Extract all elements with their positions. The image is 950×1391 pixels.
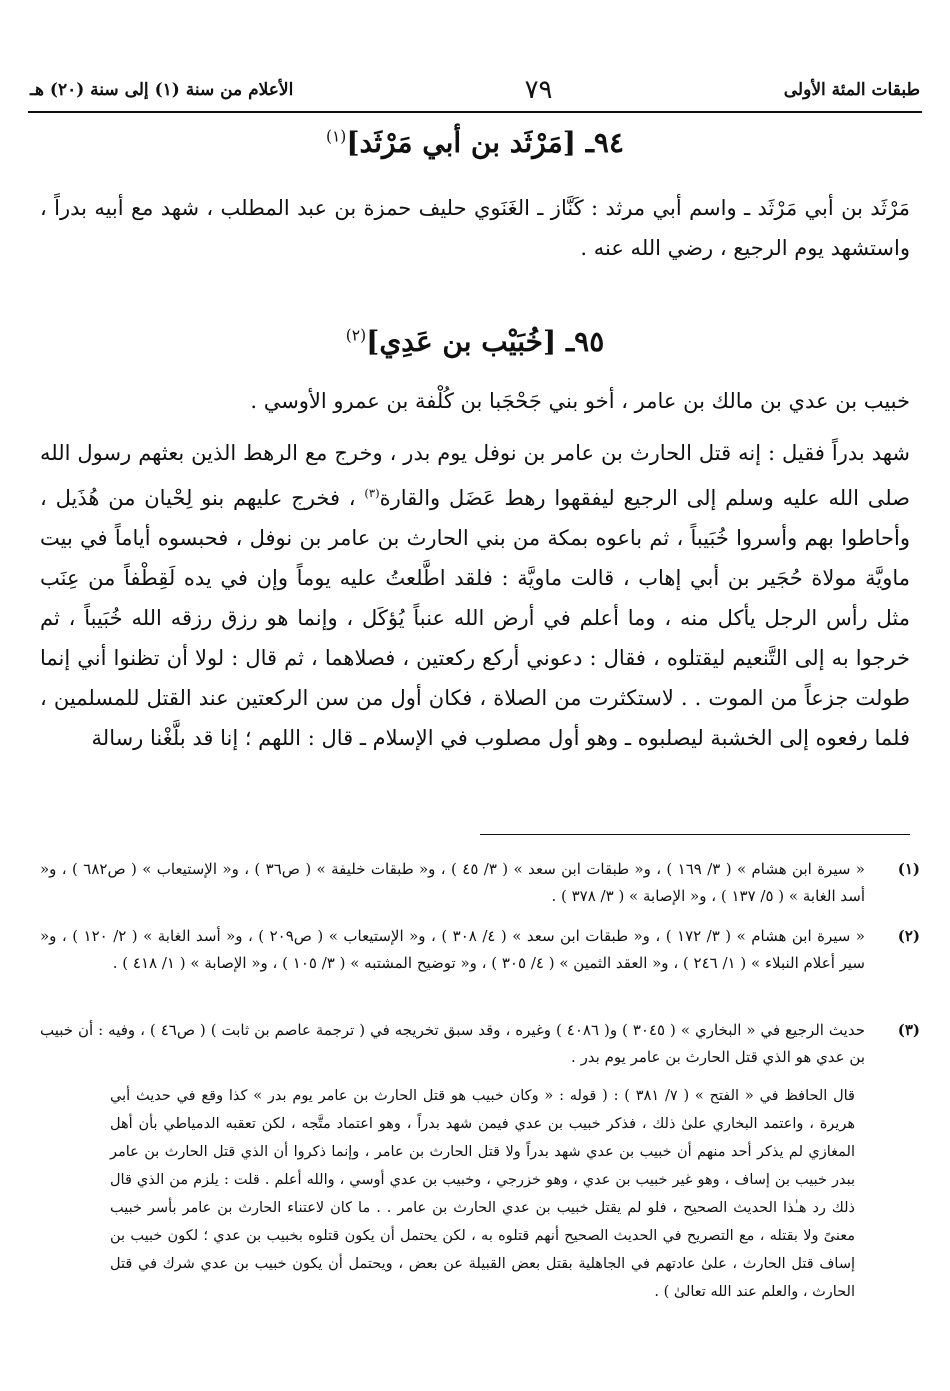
entry-95-paragraph-2: شهد بدراً فقيل : إنه قتل الحارث بن عامر بن نوفل يوم بدر ، وخرج مع الرهط الذين بعثهم رسول الله صلى الله عليه وسلم إلى الرجيع ليفقهوا رهط عَضَل والقارة$^{(٣)}$ ، فخرج عليهم بنو لِحْيان من هُذَيل ، وأحاطوا بهم وأسروا خُبَيباً ، ثم باعوه بمكة من بني الحارث بن عامر بن نوفل ، فحبسوه أياماً في بيت ماويَّة مولاة حُجَير بن أبي إهاب ، قالت ماويَّة : فلقد اطَّلعتُ عليه يوماً وإن في يده لَقِطْفاً من عِنَب مثل رأس الرجل يأكل منه ، وما أعلم في أرض الله عنباً يُؤكَل ، وإنما هو رزق رزقه الله خُبَيباً ، ثم خرجوا به إلى التَّنعيم ليقتلوه ، فقال : دعوني أركع ركعتين ، فصلاهما ، ثم قال : لولا أن تظنوا أني إنما طولت جزعاً من الموت . . لاستكثرت من الصلاة ، فكان أول من سن الركعتين عند القتل للمسلمين ، فلما رفعوه إلى الخشبة ليصلبوه ـ وهو أول مصلوب في الإسلام ـ قال : اللهم ؛ إنا قد بلَّغْنا رسالة <box>40 441 911 750</box>
entry-94-text: مَرْثَد بن أبي مَرْثَد ـ واسم أبي مرثد : كَنَّاز ـ الغَنَوي حليف حمزة بن عبد المطلب ، شهد مع أبيه بدراً ، واستشهد يوم الرجيع ، رضي الله عنه . <box>40 196 910 260</box>
footnote-number: (١) <box>897 860 920 878</box>
footnote-text: « سيرة ابن هشام » ( ٣/ ١٦٩ ) ، و« طبقات ابن سعد » ( ٣/ ٤٥ ) ، و« طبقات خليفة » ( ص٣٦ ) ، و« الإستيعاب » ( ص٦٨٢ ) ، و« أسد الغابة » ( ٥/ ١٣٧ ) ، و« الإصابة » ( ٣/ ٣٧٨ ) . <box>40 860 865 905</box>
footnote-1 <box>40 856 920 910</box>
footnote-text: حديث الرجيع في « البخاري » ( ٣٠٤٥ ) و( ٤٠٨٦ ) وغيره ، وقد سبق تخريجه في ( ترجمة عاصم بن ثابت ) ( ص٤٦ ) ، وفيه : أن خبيب بن عدي هو الذي قتل الحارث بن عامر يوم بدر . <box>40 1021 865 1066</box>
footnote-number: (٢) <box>897 927 920 945</box>
header-divider <box>28 111 922 113</box>
entry-94-title: ٩٤ـ [مَرْثَد بن أبي مَرْثَد]$^{(١)}$ <box>326 126 624 159</box>
footnote-marker-2: (٢) <box>345 326 367 345</box>
footnote-2 <box>40 923 920 977</box>
entry-95-paragraph-1: خبيب بن عدي بن مالك بن عامر ، أخو بني جَحْجَبا بن كُلْفة بن عمرو الأوسي . <box>250 389 910 413</box>
footnote-3 <box>40 1017 920 1071</box>
header-book-title: طبقات المئة الأولى <box>783 80 920 100</box>
footnote-divider <box>480 834 910 835</box>
footnote-3-commentary: قال الحافظ في « الفتح » ( ٧/ ٣٨١ ) : ( قوله : « وكان خبيب هو قتل الحارث بن عامر يوم بدر » كذا وقع في حديث أبي هريرة ، واعتمد البخاري علىٰ ذلك ، فذكر خبيب بن عدي فيمن شهد بدراً ، وهو اعتماد متَّجه ، لكن تعقبه الدمياطي بأن أهل المغازي لم يذكر أحد منهم أن خبيب بن عدي شهد بدراً ولا قتل الحارث بن عامر ، وإنما ذكروا أن الذي قتل الحارث بن عامر ببدر خبيب بن إساف ، وهو غير خبيب بن عدي ، وهو خزرجي ، وخبيب بن عدي أوسي ، والله أعلم . قلت : يلزم من الذي قال ذلك رد هـٰذا الحديث الصحيح ، فلو لم يقتل خبيب بن عدي الحارث بن عامر . . ما كان لاعتناء الحارث بن عامر بأسر خبيب معنىً ولا بقتله ، مع التصريح في الحديث الصحيح أنهم قتلوه به ، لكن يحتمل أن يكون قتلوه بخبيب بن عدي ؛ لكون خبيب بن إساف قتل الحارث ، علىٰ عادتهم في الجاهلية بقتل بعض القبيلة عن بعض ، ويحتمل أن يكون خبيب بن عدي شرك في قتل الحارث ، والعلم عند الله تعالىٰ ) . <box>110 1088 855 1300</box>
footnote-text: « سيرة ابن هشام » ( ٣/ ١٧٢ ) ، و« طبقات ابن سعد » ( ٤/ ٣٠٨ ) ، و« الإستيعاب » ( ص٢٠٩ ) ، و« أسد الغابة » ( ٢/ ١٢٠ ) ، و« سير أعلام النبلاء » ( ١/ ٢٤٦ ) ، و« العقد الثمين » ( ٤/ ٣٠٥ ) ، و« توضيح المشتبه » ( ٣/ ١٠٥ ) ، و« الإصابة » ( ١/ ٤١٨ ) . <box>40 927 865 972</box>
entry-95-title: ٩٥ـ [خُبَيْب بن عَدِي]$^{(٢)}$ <box>345 325 605 358</box>
page-number: ٧٩ <box>524 75 553 105</box>
running-header <box>30 72 920 108</box>
header-section-title: الأعلام من سنة (١) إلى سنة (٢٠) هـ <box>30 80 294 100</box>
footnote-marker-1: (١) <box>326 127 347 146</box>
footnote-number: (٣) <box>897 1021 920 1039</box>
footnote-marker-3: (٣) <box>364 486 380 500</box>
